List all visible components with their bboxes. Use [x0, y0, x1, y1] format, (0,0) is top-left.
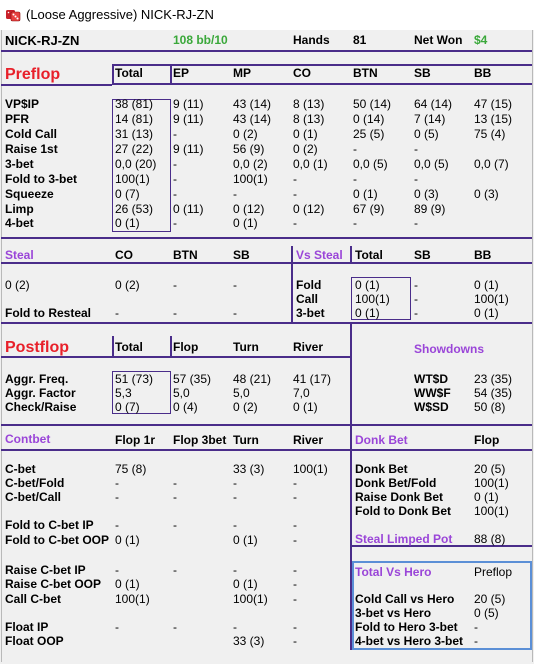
steal-cell: - — [233, 306, 237, 320]
vs-hero-cell: 20 (5) — [474, 592, 506, 606]
preflop-cell: - — [414, 172, 418, 186]
preflop-cell: 0,0 (2) — [233, 157, 268, 171]
contbet-cell: - — [115, 476, 119, 490]
contbet-cell: - — [115, 620, 119, 634]
showdowns-divider — [350, 324, 352, 424]
contbet-row-label: Float IP — [5, 620, 49, 634]
postflop-cell: 5,0 — [233, 386, 250, 400]
preflop-cell: - — [173, 216, 177, 230]
postflop-header-underline — [1, 356, 351, 358]
steal-title: Steal — [5, 248, 34, 262]
contbet-row-label: Fold to C-bet OOP — [5, 533, 109, 547]
preflop-cell: 38 (81) — [115, 97, 154, 111]
preflop-cell: 26 (53) — [115, 202, 154, 216]
poker-dice-icon — [5, 7, 21, 23]
vs-steal-col-bb: BB — [474, 248, 492, 262]
donk-cell: 0 (1) — [474, 490, 499, 504]
vs-hero-row-label: Fold to Hero 3-bet — [355, 620, 458, 634]
preflop-cell: 0 (1) — [293, 127, 318, 141]
preflop-cell: 0 (12) — [293, 202, 325, 216]
contbet-row-label: C-bet — [5, 462, 36, 476]
showdowns-title: Showdowns — [414, 342, 484, 356]
contbet-cell: - — [293, 634, 297, 648]
preflop-cell: - — [173, 157, 177, 171]
donk-bet-title: Donk Bet — [355, 433, 408, 447]
contbet-cell: - — [173, 620, 177, 634]
vs-steal-cell: 100(1) — [355, 292, 390, 306]
preflop-col-bb: BB — [474, 66, 492, 80]
showdowns-cell: 23 (35) — [474, 372, 513, 386]
steal-cell: - — [173, 278, 177, 292]
contbet-cell: - — [173, 490, 177, 504]
preflop-cell: 0,0 (5) — [353, 157, 388, 171]
preflop-total-divider — [170, 64, 172, 84]
preflop-cell: 43 (14) — [233, 112, 272, 126]
preflop-cell: 0 (12) — [233, 202, 265, 216]
contbet-cell: 100(1) — [115, 592, 150, 606]
vs-steal-title: Vs Steal — [296, 248, 343, 262]
steal-vertical-divider — [291, 246, 293, 324]
steal-col-btn: BTN — [173, 248, 198, 262]
postflop-col-flop: Flop — [173, 340, 199, 354]
preflop-cell: 100(1) — [233, 172, 268, 186]
postflop-cell: 7,0 — [293, 386, 310, 400]
net-won-value: $4 — [474, 33, 488, 47]
contbet-cell: 33 (3) — [233, 634, 265, 648]
vs-hero-column: Preflop — [474, 565, 513, 579]
postflop-cell: 5,0 — [173, 386, 190, 400]
vs-steal-header-divider — [350, 246, 352, 262]
preflop-cell: - — [173, 127, 177, 141]
showdowns-row-label: WW$F — [414, 386, 451, 400]
vs-steal-cell: - — [414, 278, 418, 292]
vs-steal-row-label: Call — [296, 292, 319, 306]
contbet-row-label: C-bet/Fold — [5, 476, 65, 490]
preflop-row-label: Fold to 3-bet — [5, 172, 77, 186]
contbet-cell: - — [293, 476, 297, 490]
preflop-cell: 27 (22) — [115, 142, 154, 156]
contbet-cell: - — [293, 533, 297, 547]
contbet-cell: - — [233, 563, 237, 577]
contbet-cell: - — [173, 476, 177, 490]
preflop-row-label: 3-bet — [5, 157, 34, 171]
vs-steal-col-total: Total — [355, 248, 383, 262]
donk-row-label: Raise Donk Bet — [355, 490, 444, 504]
preflop-cell: 0,0 (1) — [293, 157, 328, 171]
preflop-cell: 67 (9) — [353, 202, 385, 216]
postflop-cell: 0 (4) — [173, 400, 198, 414]
contbet-cell: - — [233, 620, 237, 634]
preflop-cell: 14 (81) — [115, 112, 154, 126]
preflop-row-label: Raise 1st — [5, 142, 58, 156]
preflop-cell: 0 (2) — [233, 127, 258, 141]
preflop-cell: 56 (9) — [233, 142, 265, 156]
steal-cell: - — [115, 306, 119, 320]
title-bar[interactable] — [0, 0, 534, 30]
donk-bet-column: Flop — [474, 433, 500, 447]
preflop-row-label: VP$IP — [5, 97, 40, 111]
postflop-cell: 0 (7) — [115, 400, 140, 414]
preflop-col-total: Total — [115, 66, 143, 80]
vs-hero-row-label: 3-bet vs Hero — [355, 606, 432, 620]
steal-limped-value: 88 (8) — [474, 532, 506, 546]
contbet-col: Flop 3bet — [173, 433, 227, 447]
preflop-cell: - — [293, 187, 297, 201]
donk-cell: 100(1) — [474, 476, 509, 490]
contbet-cell: - — [115, 563, 119, 577]
vs-steal-row-label: Fold — [296, 278, 322, 292]
postflop-row-label: Aggr. Factor — [5, 386, 76, 400]
preflop-cell: 50 (14) — [353, 97, 392, 111]
contbet-cell: 100(1) — [293, 462, 328, 476]
preflop-col-sb: SB — [414, 66, 431, 80]
contbet-row-label: Raise C-bet IP — [5, 563, 86, 577]
preflop-cell: 0 (11) — [173, 202, 204, 216]
contbet-row-label: Float OOP — [5, 634, 64, 648]
postflop-col-total: Total — [115, 340, 143, 354]
window-title: (Loose Aggressive) NICK-RJ-ZN — [26, 7, 214, 22]
contbet-cell: 33 (3) — [233, 462, 265, 476]
contbet-row-label: Call C-bet — [5, 592, 62, 606]
contbet-cell: 0 (1) — [233, 577, 258, 591]
postflop-cell: 0 (2) — [233, 400, 258, 414]
preflop-row-label: Cold Call — [5, 127, 58, 141]
preflop-cell: 0,0 (20) — [115, 157, 157, 171]
header-divider — [1, 50, 532, 52]
preflop-cell: 64 (14) — [414, 97, 453, 111]
contbet-cell: - — [293, 592, 297, 606]
vs-hero-row-label: 4-bet vs Hero 3-bet — [355, 634, 464, 648]
donk-row-label: Donk Bet — [355, 462, 408, 476]
preflop-cell: 31 (13) — [115, 127, 154, 141]
postflop-col-river: River — [293, 340, 324, 354]
preflop-cell: 8 (13) — [293, 97, 325, 111]
contbet-col: Turn — [233, 433, 259, 447]
showdowns-cell: 50 (8) — [474, 400, 506, 414]
steal-row-label: Fold to Resteal — [5, 306, 92, 320]
contbet-cell: - — [293, 620, 297, 634]
steal-cell: - — [233, 278, 237, 292]
contbet-header-underline — [1, 449, 351, 451]
contbet-col: Flop 1r — [115, 433, 156, 447]
preflop-cell: - — [414, 142, 418, 156]
preflop-cell: 0 (1) — [115, 216, 140, 230]
preflop-divider — [1, 237, 532, 239]
contbet-cell: - — [293, 518, 297, 532]
preflop-cell: 8 (13) — [293, 112, 325, 126]
contbet-cell: - — [115, 490, 119, 504]
contbet-cell: - — [115, 518, 119, 532]
contbet-row-label: Fold to C-bet IP — [5, 518, 94, 532]
preflop-cell: - — [414, 216, 418, 230]
vs-steal-cell: 0 (1) — [474, 306, 499, 320]
showdowns-row-label: WT$D — [414, 372, 448, 386]
preflop-cell: 0 (1) — [353, 187, 378, 201]
vs-steal-row-label: 3-bet — [296, 306, 325, 320]
preflop-col-co: CO — [293, 66, 311, 80]
preflop-cell: 0 (2) — [293, 142, 318, 156]
postflop-title: Postflop — [5, 339, 69, 356]
contbet-cell: - — [173, 563, 177, 577]
preflop-cell: 0,0 (7) — [474, 157, 509, 171]
steal-header-underline — [1, 262, 532, 264]
contbet-title: Contbet — [5, 432, 51, 446]
preflop-col-mp: MP — [233, 66, 251, 80]
steal-divider — [1, 322, 532, 324]
contbet-row-label: C-bet/Call — [5, 490, 62, 504]
vs-steal-cell: 0 (1) — [474, 278, 499, 292]
showdowns-row-label: W$SD — [414, 400, 449, 414]
contbet-col: River — [293, 433, 324, 447]
vs-hero-row-label: Cold Call vs Hero — [355, 592, 455, 606]
donk-cell: 20 (5) — [474, 462, 506, 476]
stack-value: 108 bb/10 — [173, 33, 228, 47]
preflop-cell: 9 (11) — [173, 97, 204, 111]
vs-steal-cell: - — [414, 306, 418, 320]
contbet-row-label: Raise C-bet OOP — [5, 577, 102, 591]
preflop-cell: - — [293, 172, 297, 186]
steal-cell: 0 (2) — [115, 278, 140, 292]
preflop-cell: 0 (14) — [353, 112, 385, 126]
contbet-cell: - — [293, 577, 297, 591]
preflop-cell: 7 (14) — [414, 112, 446, 126]
postflop-cell: 41 (17) — [293, 372, 332, 386]
postflop-row-label: Check/Raise — [5, 400, 77, 414]
vs-hero-cell: - — [474, 620, 478, 634]
postflop-divider — [1, 424, 532, 426]
preflop-cell: 43 (14) — [233, 97, 272, 111]
vs-hero-title: Total Vs Hero — [355, 565, 432, 579]
preflop-cell: - — [353, 142, 357, 156]
contbet-cell: - — [293, 563, 297, 577]
steal-limped-label: Steal Limped Pot — [355, 532, 453, 546]
contbet-cell: 0 (1) — [115, 533, 140, 547]
player-name: NICK-RJ-ZN — [5, 33, 80, 48]
preflop-title: Preflop — [5, 66, 61, 83]
postflop-cell: 57 (35) — [173, 372, 212, 386]
postflop-total-divider — [170, 336, 172, 356]
postflop-cell: 51 (73) — [115, 372, 154, 386]
net-won-label: Net Won — [414, 33, 463, 47]
preflop-row-label: 4-bet — [5, 216, 34, 230]
preflop-row-label: Squeeze — [5, 187, 54, 201]
preflop-cell: 75 (4) — [474, 127, 506, 141]
showdowns-cell: 54 (35) — [474, 386, 513, 400]
preflop-cell: 0,0 (5) — [414, 157, 449, 171]
steal-col-sb: SB — [233, 248, 250, 262]
preflop-title-underline — [1, 84, 112, 86]
donk-header-underline — [351, 449, 532, 451]
vs-steal-cell: 0 (1) — [355, 278, 380, 292]
contbet-cell: - — [173, 518, 177, 532]
postflop-cell: 48 (21) — [233, 372, 272, 386]
preflop-row-label: PFR — [5, 112, 29, 126]
contbet-cell: - — [233, 518, 237, 532]
hands-value: 81 — [353, 33, 367, 47]
steal-col-co: CO — [115, 248, 133, 262]
vs-steal-col-sb: SB — [414, 248, 431, 262]
preflop-cell: 100(1) — [115, 172, 150, 186]
preflop-cell: 0 (5) — [414, 127, 439, 141]
donk-row-label: Donk Bet/Fold — [355, 476, 437, 490]
preflop-cell: 13 (15) — [474, 112, 513, 126]
contbet-cell: - — [233, 476, 237, 490]
postflop-row-label: Aggr. Freq. — [5, 372, 69, 386]
postflop-col-turn: Turn — [233, 340, 259, 354]
preflop-cell: 47 (15) — [474, 97, 513, 111]
preflop-cell: 9 (11) — [173, 142, 204, 156]
preflop-cell: - — [293, 216, 297, 230]
preflop-cell: - — [173, 187, 177, 201]
vs-steal-cell: 100(1) — [474, 292, 509, 306]
vs-steal-cell: 0 (1) — [355, 306, 380, 320]
preflop-cell: 0 (3) — [414, 187, 439, 201]
preflop-cell: 0 (3) — [474, 187, 499, 201]
donk-cell: 100(1) — [474, 504, 509, 518]
preflop-header-bottom — [112, 83, 532, 85]
preflop-cell: - — [353, 216, 357, 230]
contbet-cell: - — [233, 490, 237, 504]
donk-row-label: Fold to Donk Bet — [355, 504, 451, 518]
preflop-cell: 0 (7) — [115, 187, 140, 201]
steal-cell: - — [173, 306, 177, 320]
postflop-cell: 5,3 — [115, 386, 132, 400]
preflop-row-label: Limp — [5, 202, 34, 216]
preflop-cell: - — [233, 187, 237, 201]
contbet-cell: 0 (1) — [115, 577, 140, 591]
vs-steal-cell: - — [414, 292, 418, 306]
preflop-cell: 9 (11) — [173, 112, 204, 126]
hands-label: Hands — [293, 33, 330, 47]
postflop-cell: 0 (1) — [293, 400, 318, 414]
preflop-cell: 25 (5) — [353, 127, 385, 141]
preflop-header-divider — [112, 64, 114, 84]
contbet-cell: 0 (1) — [233, 533, 258, 547]
vs-hero-cell: - — [474, 634, 478, 648]
preflop-col-btn: BTN — [353, 66, 378, 80]
contbet-cell: 75 (8) — [115, 462, 147, 476]
contbet-cell: 100(1) — [233, 592, 268, 606]
vs-hero-cell: 0 (5) — [474, 606, 499, 620]
postflop-title-divider — [112, 336, 114, 356]
preflop-col-ep: EP — [173, 66, 190, 80]
contbet-cell: - — [293, 490, 297, 504]
preflop-cell: - — [353, 172, 357, 186]
steal-cell: 0 (2) — [5, 278, 30, 292]
preflop-cell: 0 (1) — [233, 216, 258, 230]
preflop-cell: - — [173, 172, 177, 186]
preflop-cell: 89 (9) — [414, 202, 446, 216]
